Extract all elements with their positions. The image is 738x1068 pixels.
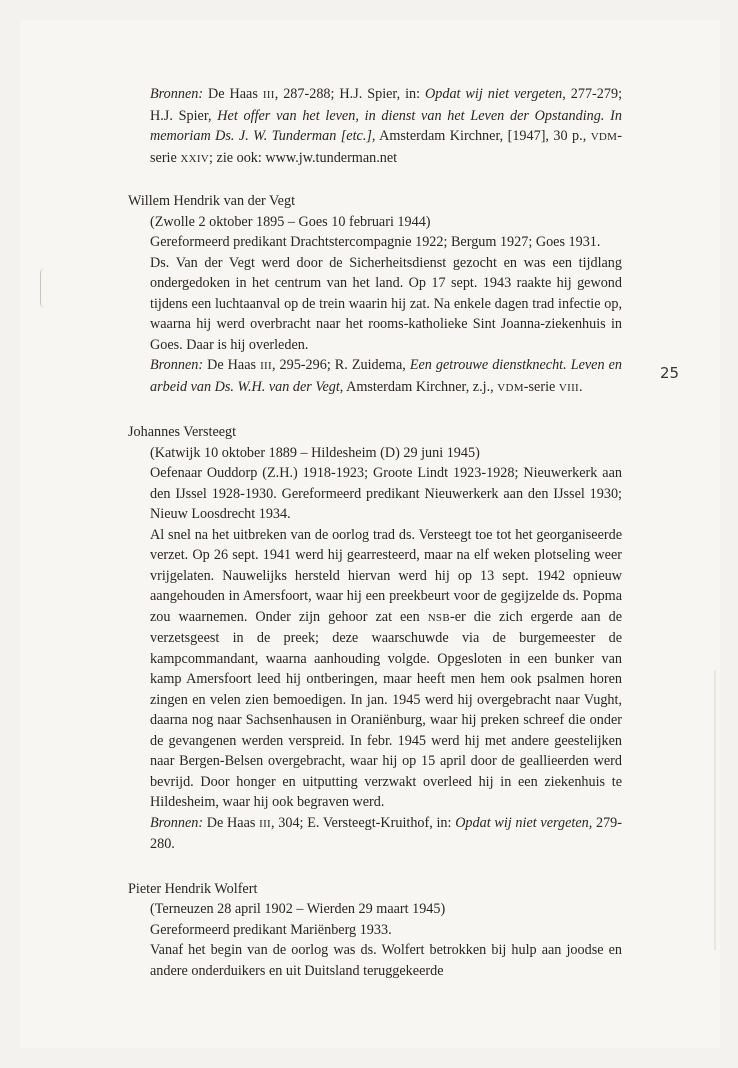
entry-dates: (Terneuzen 28 april 1902 – Wierden 29 maart 1945): [150, 901, 446, 917]
previous-entry-sources: Bronnen: De Haas III, 287-288; H.J. Spier, in: Opdat wij niet vergeten, 277-279; H.J. Spier, Het offer van het leven, in dienst van het Leven der Opstanding. In memoriam Ds. J. W. Tunderman [etc.], Amsterdam Kirchner, [1947], 30 p., VDM-serie XXIV; zie ook: www.jw.tunderman.net: [150, 86, 623, 166]
book-page: [20, 20, 720, 1048]
entry-dates: (Katwijk 10 oktober 1889 – Hildesheim (D) 29 juni 1945): [150, 444, 480, 461]
entry-career: Gereformeerd predikant Mariënberg 1933.: [150, 921, 392, 938]
margin-mark: [40, 268, 45, 308]
entry-career: Gereformeerd predikant Drachtstercompagnie 1922; Bergum 1927; Goes 1931.: [150, 234, 601, 250]
page-number: 25: [660, 364, 680, 382]
entry-career: Oefenaar Ouddorp (Z.H.) 1918-1923; Groote Lindt 1923-1928; Nieuwerkerk aan den IJssel 1928-1930. Gereformeerd predikant Nieuwerkerk aan den IJssel 1930; Nieuw Loosdrecht 1934.: [150, 465, 622, 522]
edge-shadow: [714, 670, 716, 950]
entry-body: Vanaf het begin van de oorlog was ds. Wolfert betrokken bij hulp aan joodse en andere onderduikers en uit Duitsland teruggekeerde: [150, 942, 622, 979]
entry-heading: Willem Hendrik van der Vegt: [128, 193, 296, 209]
entry-body: Al snel na het uitbreken van de oorlog trad ds. Versteegt toe tot het georganiseerde verzet. Op 26 sept. 1941 werd hij gearresteerd, maar na elf weken plotseling weer vrijgelaten. Nauwelijks hersteld hiervan werd hij op 13 sept. 1942 opnieuw aangehouden in Amersfoort, waar hij een preekbeurt voor de gegijzelde ds. Popma zou waarnemen. Onder zijn gehoor zat een NSB-er die zich ergerde aan de verzetsgeest in de preek; deze waarschuwde via de burgemeester de kampcommandant, waarna aanhouding volgde. Opgesloten in een bunker van kamp Amersfoort leed hij ontberingen, maar heeft men hem ook psalmen horen zingen en velen zien bemoedigen. In jan. 1945 werd hij overgebracht naar Vught, daarna nog naar Sachsenhausen in Oraniënburg, waar hij preken schreef die onder de gevangenen werden verspreid. In febr. 1945 werd hij met andere geestelijken naar Bergen-Belsen overgebracht, waar hij op 15 april door de geallieerden werd bevrijd. Door honger en uitputting verzwakt overleed hij in een ziekenhuis te Hildesheim, waar hij ook begraven werd.: [150, 526, 622, 810]
entry-heading: Johannes Versteegt: [128, 424, 237, 440]
entry-dates: (Zwolle 2 oktober 1895 – Goes 10 februari 1944): [150, 213, 431, 230]
entry-sources: Bronnen: De Haas III, 295-296; R. Zuidema, Een getrouwe dienstknecht. Leven en arbeid van Ds. W.H. van der Vegt, Amsterdam Kirchner, z.j., VDM-serie VIII.: [150, 357, 622, 395]
text-column: [128, 84, 622, 981]
entry-heading: Pieter Hendrik Wolfert: [128, 880, 258, 897]
entry-body: Ds. Van der Vegt werd door de Sicherheitsdienst gezocht en was een tijdlang ondergedoken in het centrum van het land. Op 17 sept. 1943 raakte hij gewond tijdens een luchtaanval op de trein waarin hij zat. Na enkele dagen trad infectie op, waarna hij werd overbracht naar het rooms-katholieke Sint Joanna-ziekenhuis in Goes. Daar is hij overleden.: [150, 254, 622, 353]
entry-sources: Bronnen: De Haas III, 304; E. Versteegt-Kruithof, in: Opdat wij niet vergeten, 279-280.: [150, 814, 622, 852]
